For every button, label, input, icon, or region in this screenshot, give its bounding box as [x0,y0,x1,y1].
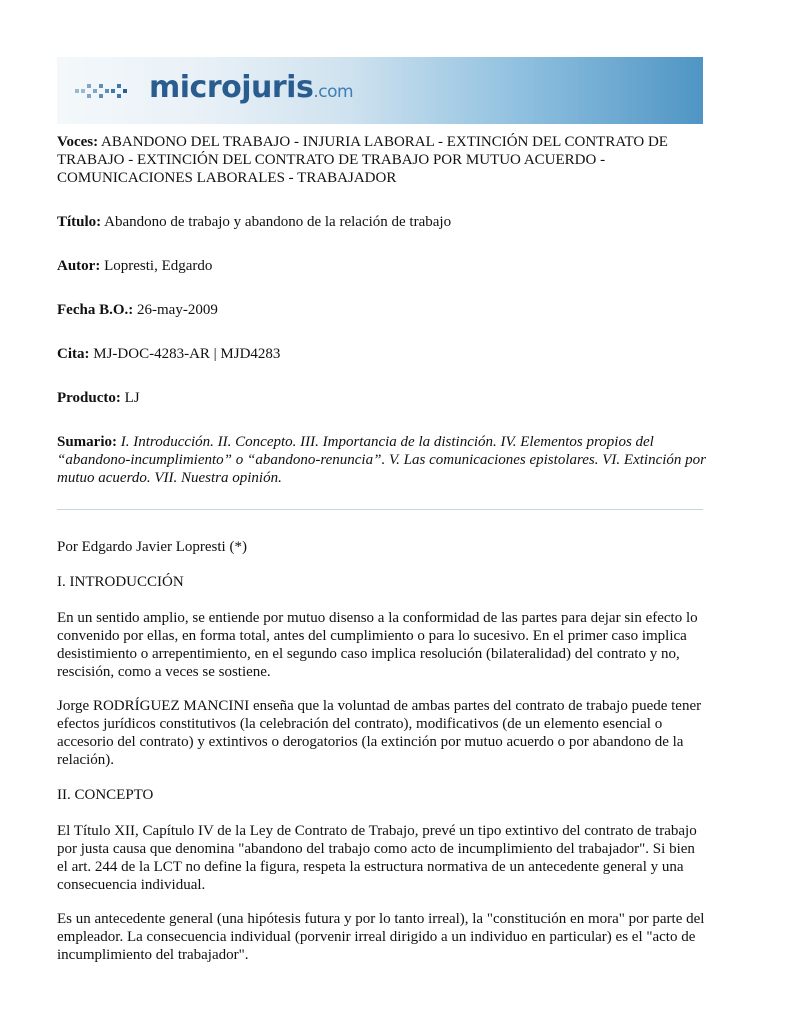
fecha-label: Fecha B.O.: [57,302,134,318]
paragraph-3: El Título XII, Capítulo IV de la Ley de Contrato de Trabajo, prevé un tipo extintivo del contrato de trabajo por justa causa que denomina "abandono del trabajo como acto de incumplimiento del trabajador". Si bien el art. 244 de la LCT no define la figura, respeta la estructura normativa de un antecedente general y una consecuencia individual. [57,823,697,893]
header-banner [57,57,703,124]
logo-dots-icon [75,81,135,101]
producto-label: Producto: [57,390,121,406]
paragraph-4: Es un antecedente general (una hipótesis futura y por lo tanto irreal), la "constitución en mora" por parte del empleador. La consecuencia individual (porvenir irreal dirigido a un individuo en particular) es el "acto de incumplimiento del trabajador". [57,911,705,963]
titulo-field [57,213,707,231]
logo-suffix: .com [313,82,354,102]
sumario-value: I. Introducción. II. Concepto. III. Importancia de la distinción. IV. Elementos propios del “abandono-incumplimiento” o “abandono-renuncia”. V. Las comunicaciones epistolares. VI. Extinción por mutuo acuerdo. VII. Nuestra opinión. [57,434,706,486]
autor-value: Lopresti, Edgardo [104,258,213,274]
voces-field [57,133,707,187]
paragraph-1: En un sentido amplio, se entiende por mutuo disenso a la conformidad de las partes para dejar sin efecto lo convenido por ellas, en forma total, antes del cumplimiento o para lo sucesivo. En el primer caso implica desistimiento o arrepentimiento, en el segundo caso implica resolución (bilateralidad) del contrato y no, rescisión, como a veces se sostiene. [57,610,698,680]
section-divider [57,509,703,510]
fecha-field [57,301,707,319]
autor-label: Autor: [57,258,101,274]
sumario-label: Sumario: [57,434,117,450]
producto-value: LJ [124,390,140,406]
autor-field [57,257,707,275]
titulo-label: Título: [57,214,102,230]
microjuris-logo [149,70,353,105]
byline: Por Edgardo Javier Lopresti (*) [57,539,247,555]
voces-label: Voces: [57,134,99,150]
producto-field [57,389,707,407]
sumario-field [57,433,707,487]
logo-name: microjuris [149,70,314,105]
cita-label: Cita: [57,346,90,362]
cita-value: MJ-DOC-4283-AR | MJD4283 [93,346,281,362]
fecha-value: 26-may-2009 [137,302,218,318]
titulo-value: Abandono de trabajo y abandono de la relación de trabajo [104,214,452,230]
section-heading-concepto: II. CONCEPTO [57,787,154,803]
cita-field [57,345,707,363]
voces-value: ABANDONO DEL TRABAJO - INJURIA LABORAL - EXTINCIÓN DEL CONTRATO DE TRABAJO - EXTINCIÓN DEL CONTRATO DE TRABAJO POR MUTUO ACUERDO - COMUNICACIONES LABORALES - TRABAJADOR [57,134,668,186]
section-heading-introduccion: I. INTRODUCCIÓN [57,574,184,590]
paragraph-2: Jorge RODRÍGUEZ MANCINI enseña que la voluntad de ambas partes del contrato de trabajo puede tener efectos jurídicos constitutivos (la celebración del contrato), modificativos (de un elemento esencial o accesorio del contrato) y extintivos o derogatorios (la extinción por mutuo acuerdo o por abandono de la relación). [57,698,702,768]
